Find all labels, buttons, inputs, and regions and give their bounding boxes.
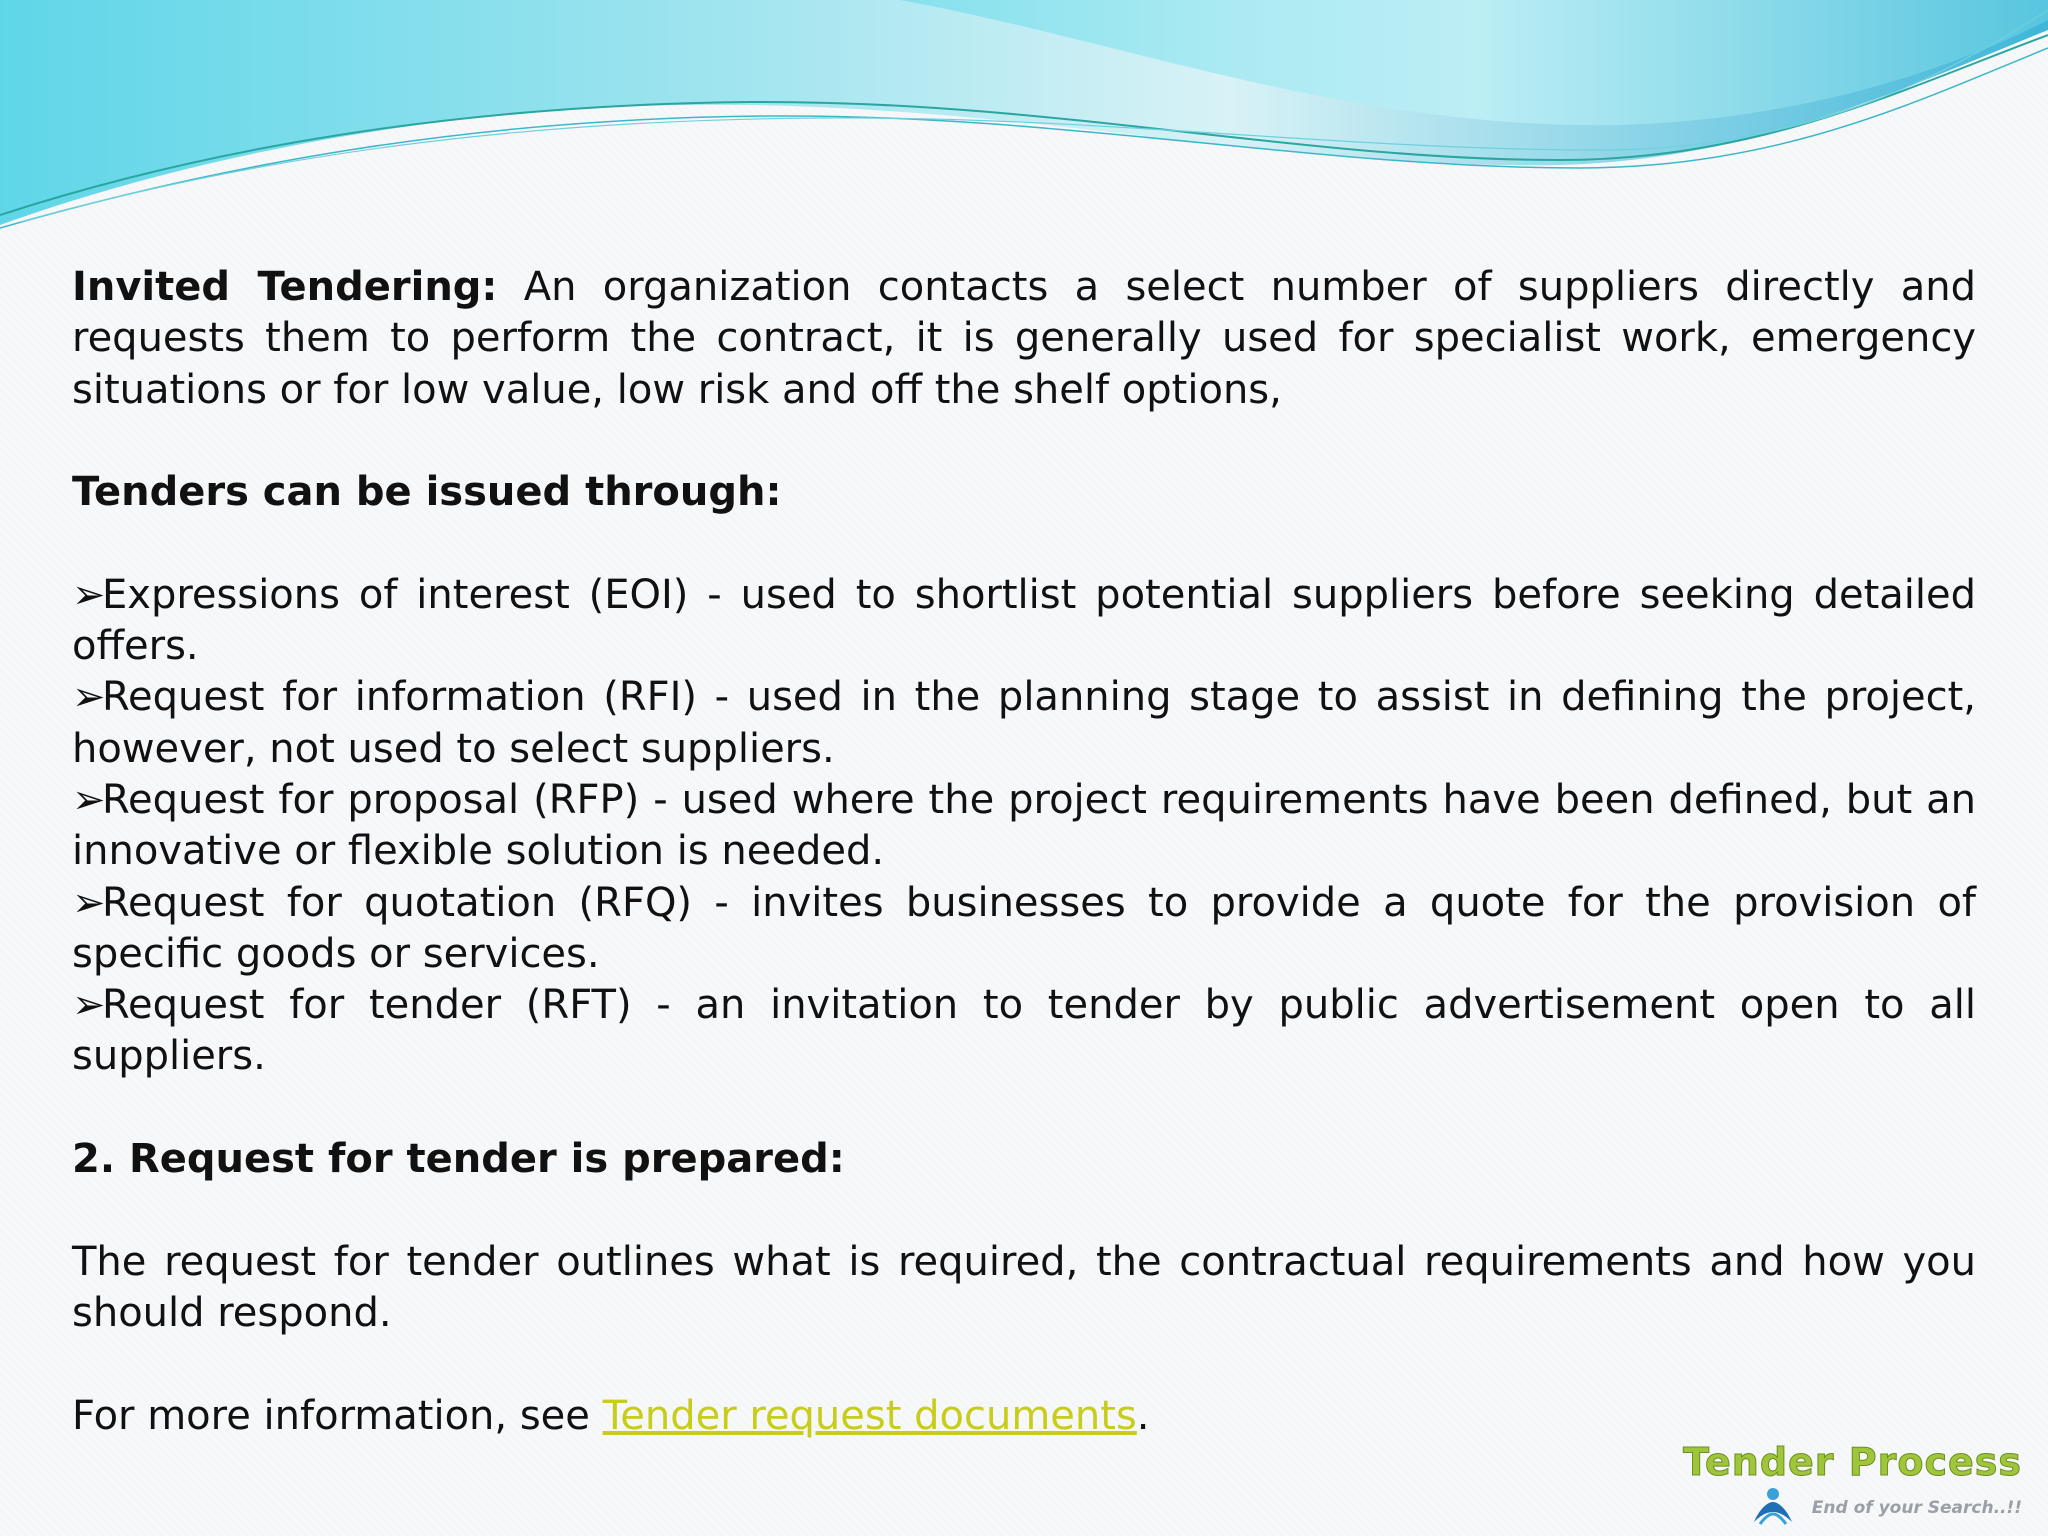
logo-figure-icon: [1750, 1486, 1796, 1526]
spacer: [72, 1185, 1976, 1236]
arrow-bullet-icon: ➢: [72, 982, 106, 1029]
arrow-bullet-icon: ➢: [72, 571, 106, 618]
spacer: [72, 518, 1976, 569]
bullet-text: Request for quotation (RFQ) - invites businesses to provide a quote for the provision of specific goods or services.: [72, 879, 1976, 977]
bullet-item-rfi: [72, 672, 1976, 775]
tender-request-documents-link[interactable]: Tender request documents: [602, 1392, 1137, 1439]
bullet-item-rfp: [72, 775, 1976, 878]
bullet-item-rfq: [72, 878, 1976, 981]
step2-paragraph: The request for tender outlines what is required, the contractual requirements and how you should respond.: [72, 1238, 1976, 1336]
bullet-text: Request for information (RFI) - used in the planning stage to assist in defining the project, however, not used to select suppliers.: [72, 674, 1976, 772]
spacer: [72, 1339, 1976, 1390]
more-info-line: [72, 1391, 1976, 1442]
arrow-bullet-icon: ➢: [72, 879, 106, 926]
bullet-text: Expressions of interest (EOI) - used to shortlist potential suppliers before seeking detailed offers.: [72, 571, 1976, 670]
more-info-prefix: For more information, see: [72, 1392, 603, 1439]
bullet-item-eoi: [72, 570, 1976, 673]
intro-paragraph: [72, 262, 1976, 416]
logo-tagline: End of your Search..!!: [1811, 1498, 2022, 1518]
intro-text: An organization contacts a select number of suppliers directly and requests them to perform the contract, it is generally used for specialist work, emergency situations or for low value, low risk and off the shelf options,: [72, 264, 1976, 413]
tender-process-logo: [1640, 1440, 2040, 1536]
slide-body: [72, 262, 1976, 1442]
logo-title: Tender Process: [1683, 1440, 2022, 1484]
more-info-suffix: .: [1136, 1392, 1150, 1439]
intro-label: Invited Tendering:: [72, 264, 498, 310]
step2-heading: 2. Request for tender is prepared:: [72, 1136, 845, 1183]
issued-heading: Tenders can be issued through:: [72, 469, 782, 516]
bullet-text: Request for proposal (RFP) - used where the project requirements have been defined, but an innovative or flexible solution is needed.: [72, 776, 1976, 875]
spacer: [72, 416, 1976, 467]
bullet-item-rft: [72, 980, 1976, 1083]
bullet-text: Request for tender (RFT) - an invitation to tender by public advertisement open to all suppliers.: [72, 982, 1976, 1080]
arrow-bullet-icon: ➢: [72, 674, 106, 721]
header-wave-decoration: [0, 0, 2048, 260]
arrow-bullet-icon: ➢: [72, 776, 106, 823]
spacer: [72, 1083, 1976, 1134]
